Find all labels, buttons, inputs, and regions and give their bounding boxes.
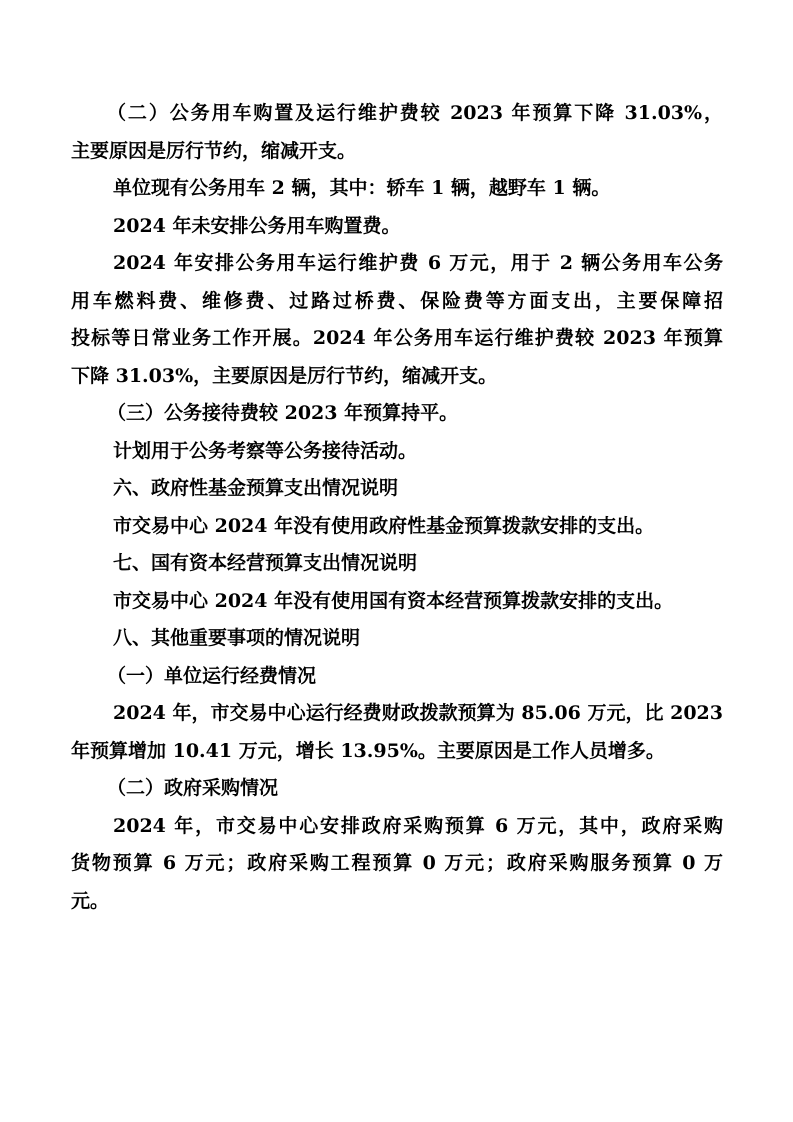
paragraph-government-fund: 市交易中心 2024 年没有使用政府性基金预算拨款安排的支出。 [113,514,655,537]
paragraph-line: 用车燃料费、维修费、过路过桥费、保险费等方面支出，主要保障招 [71,289,723,312]
paragraph-line: 元。 [71,889,110,912]
paragraph-reception: 计划用于公务考察等公务接待活动。 [113,439,418,462]
paragraph-state-capital: 市交易中心 2024 年没有使用国有资本经营预算拨款安排的支出。 [113,589,674,612]
document-page [71,95,723,920]
paragraph-vehicle-purchase: 2024 年未安排公务用车购置费。 [113,214,401,237]
subsection-heading-procurement: （二）政府采购情况 [107,777,279,799]
section-heading-seven: 七、国有资本经营预算支出情况说明 [113,552,418,574]
paragraph-operating-funds: 2024 年，市交易中心运行经费财政拨款预算为 85.06 万元，比 2023 [113,702,723,724]
subsection-heading-vehicle-costs: （二）公务用车购置及运行维护费较 2023 年预算下降 31.03%， [107,102,723,124]
subsection-heading-reception: （三）公务接待费较 2023 年预算持平。 [107,402,459,424]
paragraph-vehicle-count: 单位现有公务用车 2 辆，其中：轿车 1 辆，越野车 1 辆。 [113,177,611,199]
paragraph-line: 货物预算 6 万元；政府采购工程预算 0 万元；政府采购服务预算 0 万 [71,852,723,874]
section-heading-six: 六、政府性基金预算支出情况说明 [113,477,399,499]
paragraph-line: 年预算增加 10.41 万元，增长 13.95%。主要原因是工作人员增多。 [71,739,665,762]
paragraph-vehicle-maintenance: 2024 年安排公务用车运行维护费 6 万元，用于 2 辆公务用车公务 [113,252,723,274]
paragraph-line: 主要原因是厉行节约，缩减开支。 [71,139,357,162]
subsection-heading-operating-funds: （一）单位运行经费情况 [107,664,317,687]
paragraph-line: 下降 31.03%，主要原因是厉行节约，缩减开支。 [71,364,498,387]
paragraph-procurement: 2024 年，市交易中心安排政府采购预算 6 万元，其中，政府采购 [113,814,723,837]
paragraph-line: 投标等日常业务工作开展。2024 年公务用车运行维护费较 2023 年预算 [71,327,723,349]
section-heading-eight: 八、其他重要事项的情况说明 [113,627,361,649]
